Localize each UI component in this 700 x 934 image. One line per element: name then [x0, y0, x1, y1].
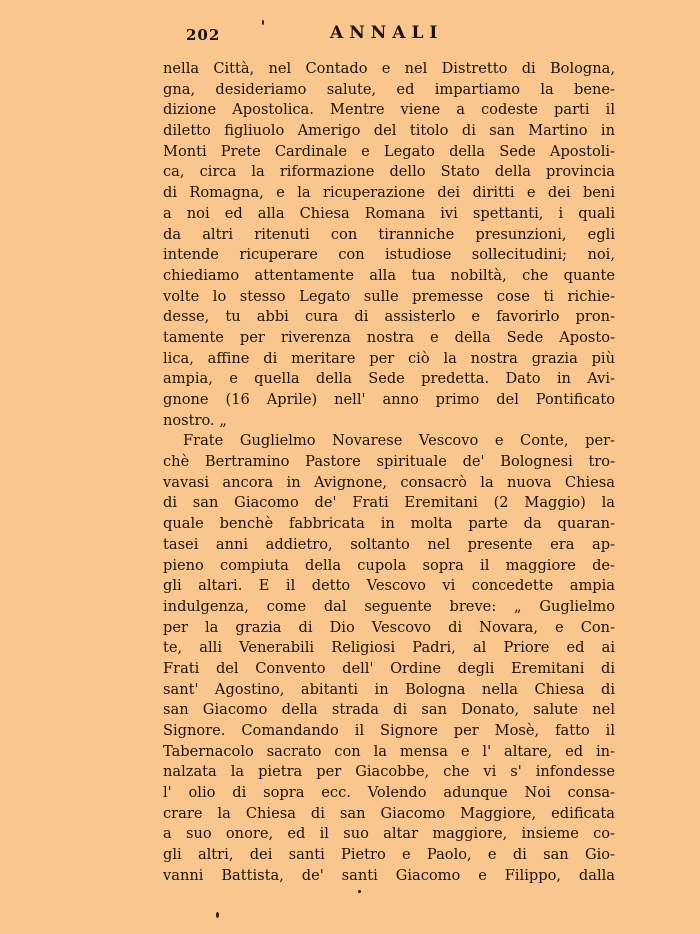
text-line: gli altri, dei santi Pietro e Paolo, e di san Gio-	[163, 846, 615, 864]
text-line: gnone (16 Aprile) nell' anno primo del Pontificato	[163, 391, 615, 408]
text-line: tamente per riverenza nostra e della Sede Aposto-	[163, 328, 615, 346]
text-line: Signore. Comandando il Signore per Mosè, fatto il	[163, 722, 615, 739]
text-line: di san Giacomo de' Frati Eremitani (2 Maggio) la	[163, 494, 615, 512]
text-line: volte lo stesso Legato sulle premesse cose ti richie-	[163, 287, 615, 305]
text-line: intende ricuperare con istudiose sollecitudini; noi,	[163, 246, 615, 264]
text-line: quale benchè fabbricata in molta parte da quaran-	[163, 515, 615, 533]
text-line: gna, desideriamo salute, ed impartiamo la bene-	[163, 80, 615, 98]
page-number: 202	[186, 26, 221, 44]
text-line: a noi ed alla Chiesa Romana ivi spettanti, i quali	[163, 204, 615, 222]
text-line: crare la Chiesa di san Giacomo Maggiore, edificata	[163, 804, 615, 822]
text-line: lica, affine di meritare per ciò la nostra grazia più	[163, 349, 615, 367]
text-line: vavasi ancora in Avignone, consacrò la nuova Chiesa	[163, 473, 615, 491]
ink-speck	[358, 890, 361, 893]
page-header	[0, 20, 700, 50]
text-line: nella Città, nel Contado e nel Distretto di Bologna,	[163, 60, 615, 77]
ink-speck	[216, 912, 219, 918]
text-line: san Giacomo della strada di san Donato, salute nel	[163, 701, 615, 719]
text-line: pieno compiuta della cupola sopra il maggiore de-	[163, 556, 615, 574]
text-line: ca, circa la riformazione dello Stato della provincia	[163, 163, 615, 181]
ink-speck	[262, 20, 264, 25]
text-line: chè Bertramino Pastore spirituale de' Bolognesi tro-	[163, 453, 615, 471]
body-text	[163, 59, 615, 887]
text-line: Tabernacolo sacrato con la mensa e l' altare, ed in-	[163, 742, 615, 760]
text-line: Frati del Convento dell' Ordine degli Eremitani di	[163, 659, 615, 677]
text-line: a suo onore, ed il suo altar maggiore, insieme co-	[163, 825, 615, 843]
text-line: dizione Apostolica. Mentre viene a codeste parti il	[163, 101, 615, 119]
text-line: chiediamo attentamente alla tua nobiltà, che quante	[163, 266, 615, 284]
text-line: indulgenza, come dal seguente breve: „ Guglielmo	[163, 597, 615, 615]
text-line: vanni Battista, de' santi Giacomo e Filippo, dalla	[163, 866, 615, 884]
text-line: tasei anni addietro, soltanto nel presente era ap-	[163, 535, 615, 553]
text-line: Monti Prete Cardinale e Legato della Sede Apostoli-	[163, 142, 615, 160]
text-line: sant' Agostino, abitanti in Bologna nella Chiesa di	[163, 680, 615, 698]
running-title: ANNALI	[330, 23, 444, 43]
text-line: te, alli Venerabili Religiosi Padri, al Priore ed ai	[163, 639, 615, 657]
text-line: di Romagna, e la ricuperazione dei diritti e dei beni	[163, 184, 615, 202]
text-line: desse, tu abbi cura di assisterlo e favorirlo pron-	[163, 308, 615, 326]
text-line: ampia, e quella della Sede predetta. Dato in Avi-	[163, 370, 615, 388]
text-line: nostro. „	[163, 411, 227, 429]
text-line: per la grazia di Dio Vescovo di Novara, e Con-	[163, 618, 615, 636]
text-line: da altri ritenuti con tiranniche presunzioni, egli	[163, 225, 615, 243]
text-line: nalzata la pietra per Giacobbe, che vi s' infondesse	[163, 763, 615, 781]
text-line: diletto figliuolo Amerigo del titolo di san Martino in	[163, 122, 615, 140]
text-line: gli altari. E il detto Vescovo vi concedette ampia	[163, 577, 615, 595]
text-line: Frate Guglielmo Novarese Vescovo e Conte, per-	[183, 432, 615, 450]
text-line: l' olio di sopra ecc. Volendo adunque Noi consa-	[163, 784, 615, 802]
